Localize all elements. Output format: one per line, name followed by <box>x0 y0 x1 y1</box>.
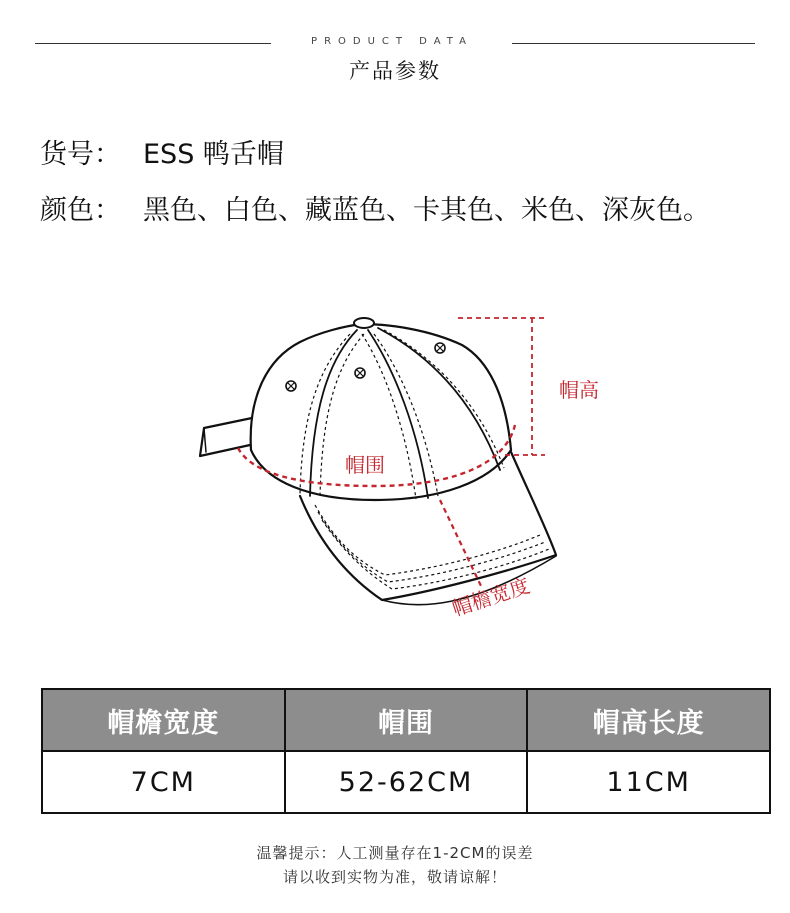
brim-width-label: 帽檐宽度 <box>449 573 533 621</box>
spec-table <box>41 688 771 814</box>
back-strap <box>200 418 252 456</box>
circumference-label: 帽围 <box>345 453 385 477</box>
stitch-left-a <box>300 334 350 494</box>
spec-value-brim: 7CM <box>42 751 285 813</box>
color-value: 黑色、白色、藏蓝色、卡其色、米色、深灰色。 <box>143 195 710 226</box>
stitch-brim-1 <box>315 505 540 575</box>
color-line <box>40 188 710 227</box>
spec-header-row <box>42 689 770 751</box>
top-button <box>354 318 374 328</box>
color-label: 颜色： <box>40 195 121 226</box>
note-line-2: 请以收到实物为准，敬请谅解！ <box>282 868 507 886</box>
note-line-1: 温馨提示：人工测量存在1-2CM的误差 <box>256 844 534 862</box>
sku-line <box>40 132 284 171</box>
sku-label: 货号： <box>40 139 121 170</box>
header-rule-right <box>512 43 755 44</box>
header-rule-left <box>35 43 271 44</box>
brim-width-guide <box>440 500 482 588</box>
spec-header-circumference: 帽围 <box>285 689 528 751</box>
spec-header-height: 帽高长度 <box>527 689 770 751</box>
spec-value-circumference: 52-62CM <box>285 751 528 813</box>
spec-value-row <box>42 751 770 813</box>
height-label: 帽高 <box>559 378 599 402</box>
back-strap-edge <box>204 428 206 452</box>
sku-value: ESS 鸭舌帽 <box>143 139 284 170</box>
header-english: PRODUCT DATA <box>311 36 473 47</box>
spec-value-height: 11CM <box>527 751 770 813</box>
stitch-brim-2 <box>318 512 545 582</box>
header-title: 产品参数 <box>349 59 441 83</box>
spec-header-brim: 帽檐宽度 <box>42 689 285 751</box>
cap-diagram <box>180 300 599 630</box>
